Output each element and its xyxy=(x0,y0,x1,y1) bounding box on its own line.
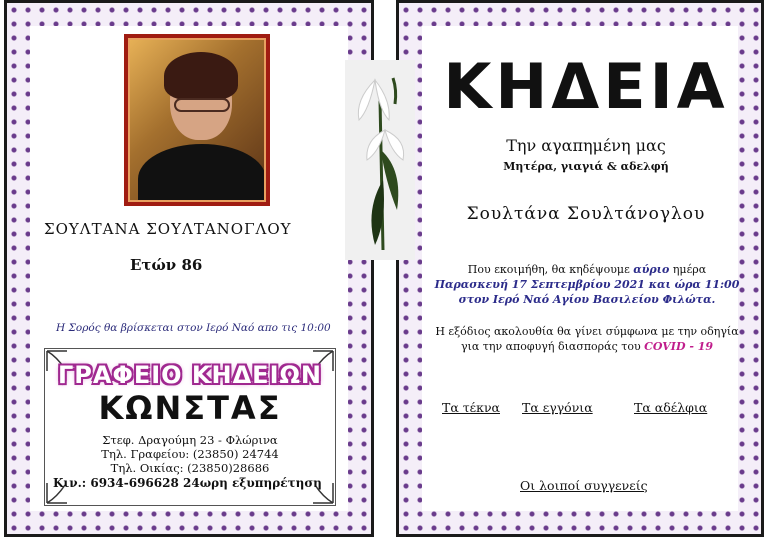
covid-note-text: Η εξόδιος ακολουθία θα γίνει σύμφωνα με την οδηγία για την αποφυγή διασποράς του xyxy=(435,325,739,353)
viewing-note: Η Σορός θα βρίσκεται στον Ιερό Ναό απο τις 10:00 xyxy=(56,322,331,334)
mobile-phone: Κιν.: 6934-696628 24ωρη εξυπηρέτηση xyxy=(53,476,322,490)
announcement-text: Που εκοιμήθη, θα κηδέψουμε xyxy=(467,263,634,276)
other-relatives: Οι λοιποί συγγενείς xyxy=(520,478,648,493)
age: Ετών 86 xyxy=(130,256,203,274)
deceased-name: Σουλτάνα Σουλτάνογλου xyxy=(466,204,706,224)
deceased-name-caps: ΣΟΥΛΤΑΝΑ ΣΟΥΛΤΑΝΟΓΛΟΥ xyxy=(44,220,292,238)
announcement-paragraph xyxy=(432,262,742,307)
funeral-office-title: ΓΡΑΦΕΙΟ ΚΗΔΕΙΩΝ xyxy=(57,361,322,389)
announcement-text: ημέρα xyxy=(669,263,707,276)
home-phone: Τηλ. Οικίας: (23850)28686 xyxy=(110,461,270,475)
lily-flower-icon xyxy=(345,60,415,260)
relation-line: Μητέρα, γιαγιά & αδελφή xyxy=(503,160,669,173)
page-title: ΚΗΔΕΙΑ xyxy=(443,50,729,123)
funeral-office-name: ΚΩΝΣΤΑΣ xyxy=(98,389,282,427)
portrait-photo xyxy=(124,34,270,206)
announcement-location: στον Ιερό Ναό Αγίου Βασιλείου Φιλώτα. xyxy=(458,293,716,306)
covid-paragraph xyxy=(432,324,742,354)
covid-highlight: COVID - 19 xyxy=(644,340,714,353)
beloved-line: Την αγαπημένη μας xyxy=(506,136,666,155)
announcement-date-time: Παρασκευή 17 Σεπτεμβρίου 2021 και ώρα 11:00 xyxy=(434,278,740,291)
relatives-children: Τα τέκνα xyxy=(442,400,500,415)
announcement-day: αύριο xyxy=(633,263,670,276)
office-address: Στεφ. Δραγούμη 23 - Φλώρινα xyxy=(102,433,278,447)
funeral-office-box xyxy=(44,348,336,506)
relatives-siblings: Τα αδέλφια xyxy=(634,400,708,415)
office-phone: Τηλ. Γραφείου: (23850) 24744 xyxy=(101,447,279,461)
relatives-grandchildren: Τα εγγόνια xyxy=(522,400,593,415)
